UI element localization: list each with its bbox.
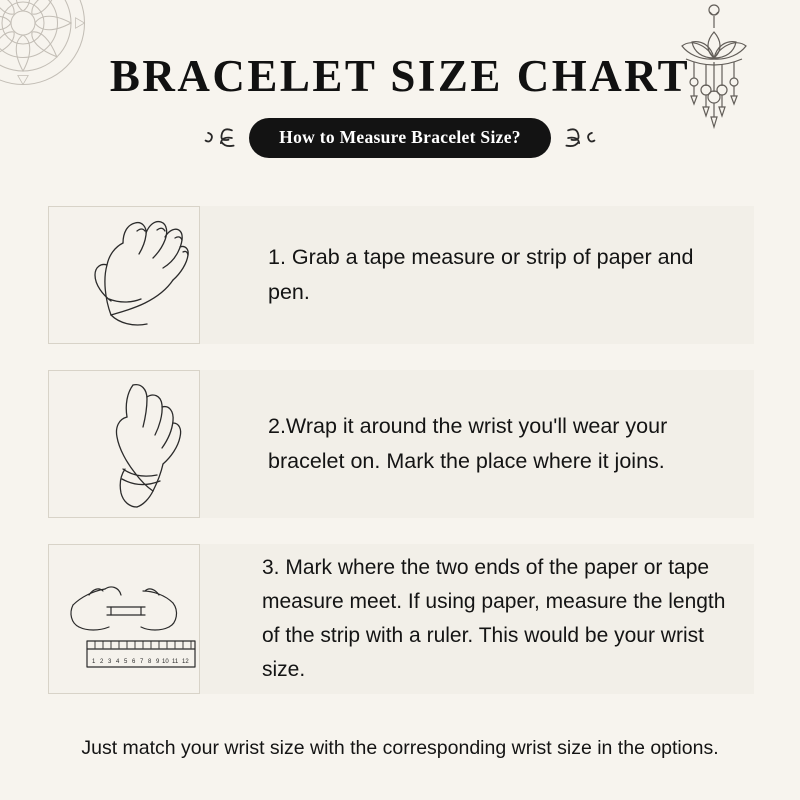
step-2-illustration (48, 370, 200, 518)
svg-text:9: 9 (156, 659, 160, 665)
svg-text:8: 8 (148, 659, 152, 665)
svg-text:1: 1 (92, 659, 96, 665)
step-3-illustration (48, 544, 200, 694)
svg-text:6: 6 (132, 659, 136, 665)
svg-text:10: 10 (162, 659, 169, 665)
subtitle-pill: How to Measure Bracelet Size? (249, 118, 551, 158)
footer-note: Just match your wrist size with the corresponding wrist size in the options. (81, 737, 719, 759)
list-item (48, 370, 754, 518)
svg-text:5: 5 (124, 659, 128, 665)
svg-text:4: 4 (116, 659, 120, 665)
svg-text:12: 12 (182, 659, 189, 665)
step-1-illustration (48, 206, 200, 344)
list-item (48, 206, 754, 344)
subtitle-row (0, 118, 800, 158)
step-2-text: 2.Wrap it around the wrist you'll wear your bracelet on. Mark the place where it joins. (268, 414, 668, 473)
page-title: BRACELET SIZE CHART (109, 51, 691, 101)
step-1-text: 1. Grab a tape measure or strip of paper and pen. (268, 245, 694, 304)
right-swirl-flourish-icon (563, 125, 597, 151)
svg-text:3: 3 (108, 659, 112, 665)
svg-text:2: 2 (100, 659, 104, 665)
list-item (48, 544, 754, 694)
steps-list (48, 206, 754, 720)
step-3-text: 3. Mark where the two ends of the paper or tape measure meet. If using paper, measure the length of the strip with a ruler. This would be your wrist size. (262, 555, 726, 682)
svg-text:11: 11 (172, 659, 179, 665)
document-header (0, 52, 800, 158)
svg-text:7: 7 (140, 659, 144, 665)
left-swirl-flourish-icon (203, 125, 237, 151)
